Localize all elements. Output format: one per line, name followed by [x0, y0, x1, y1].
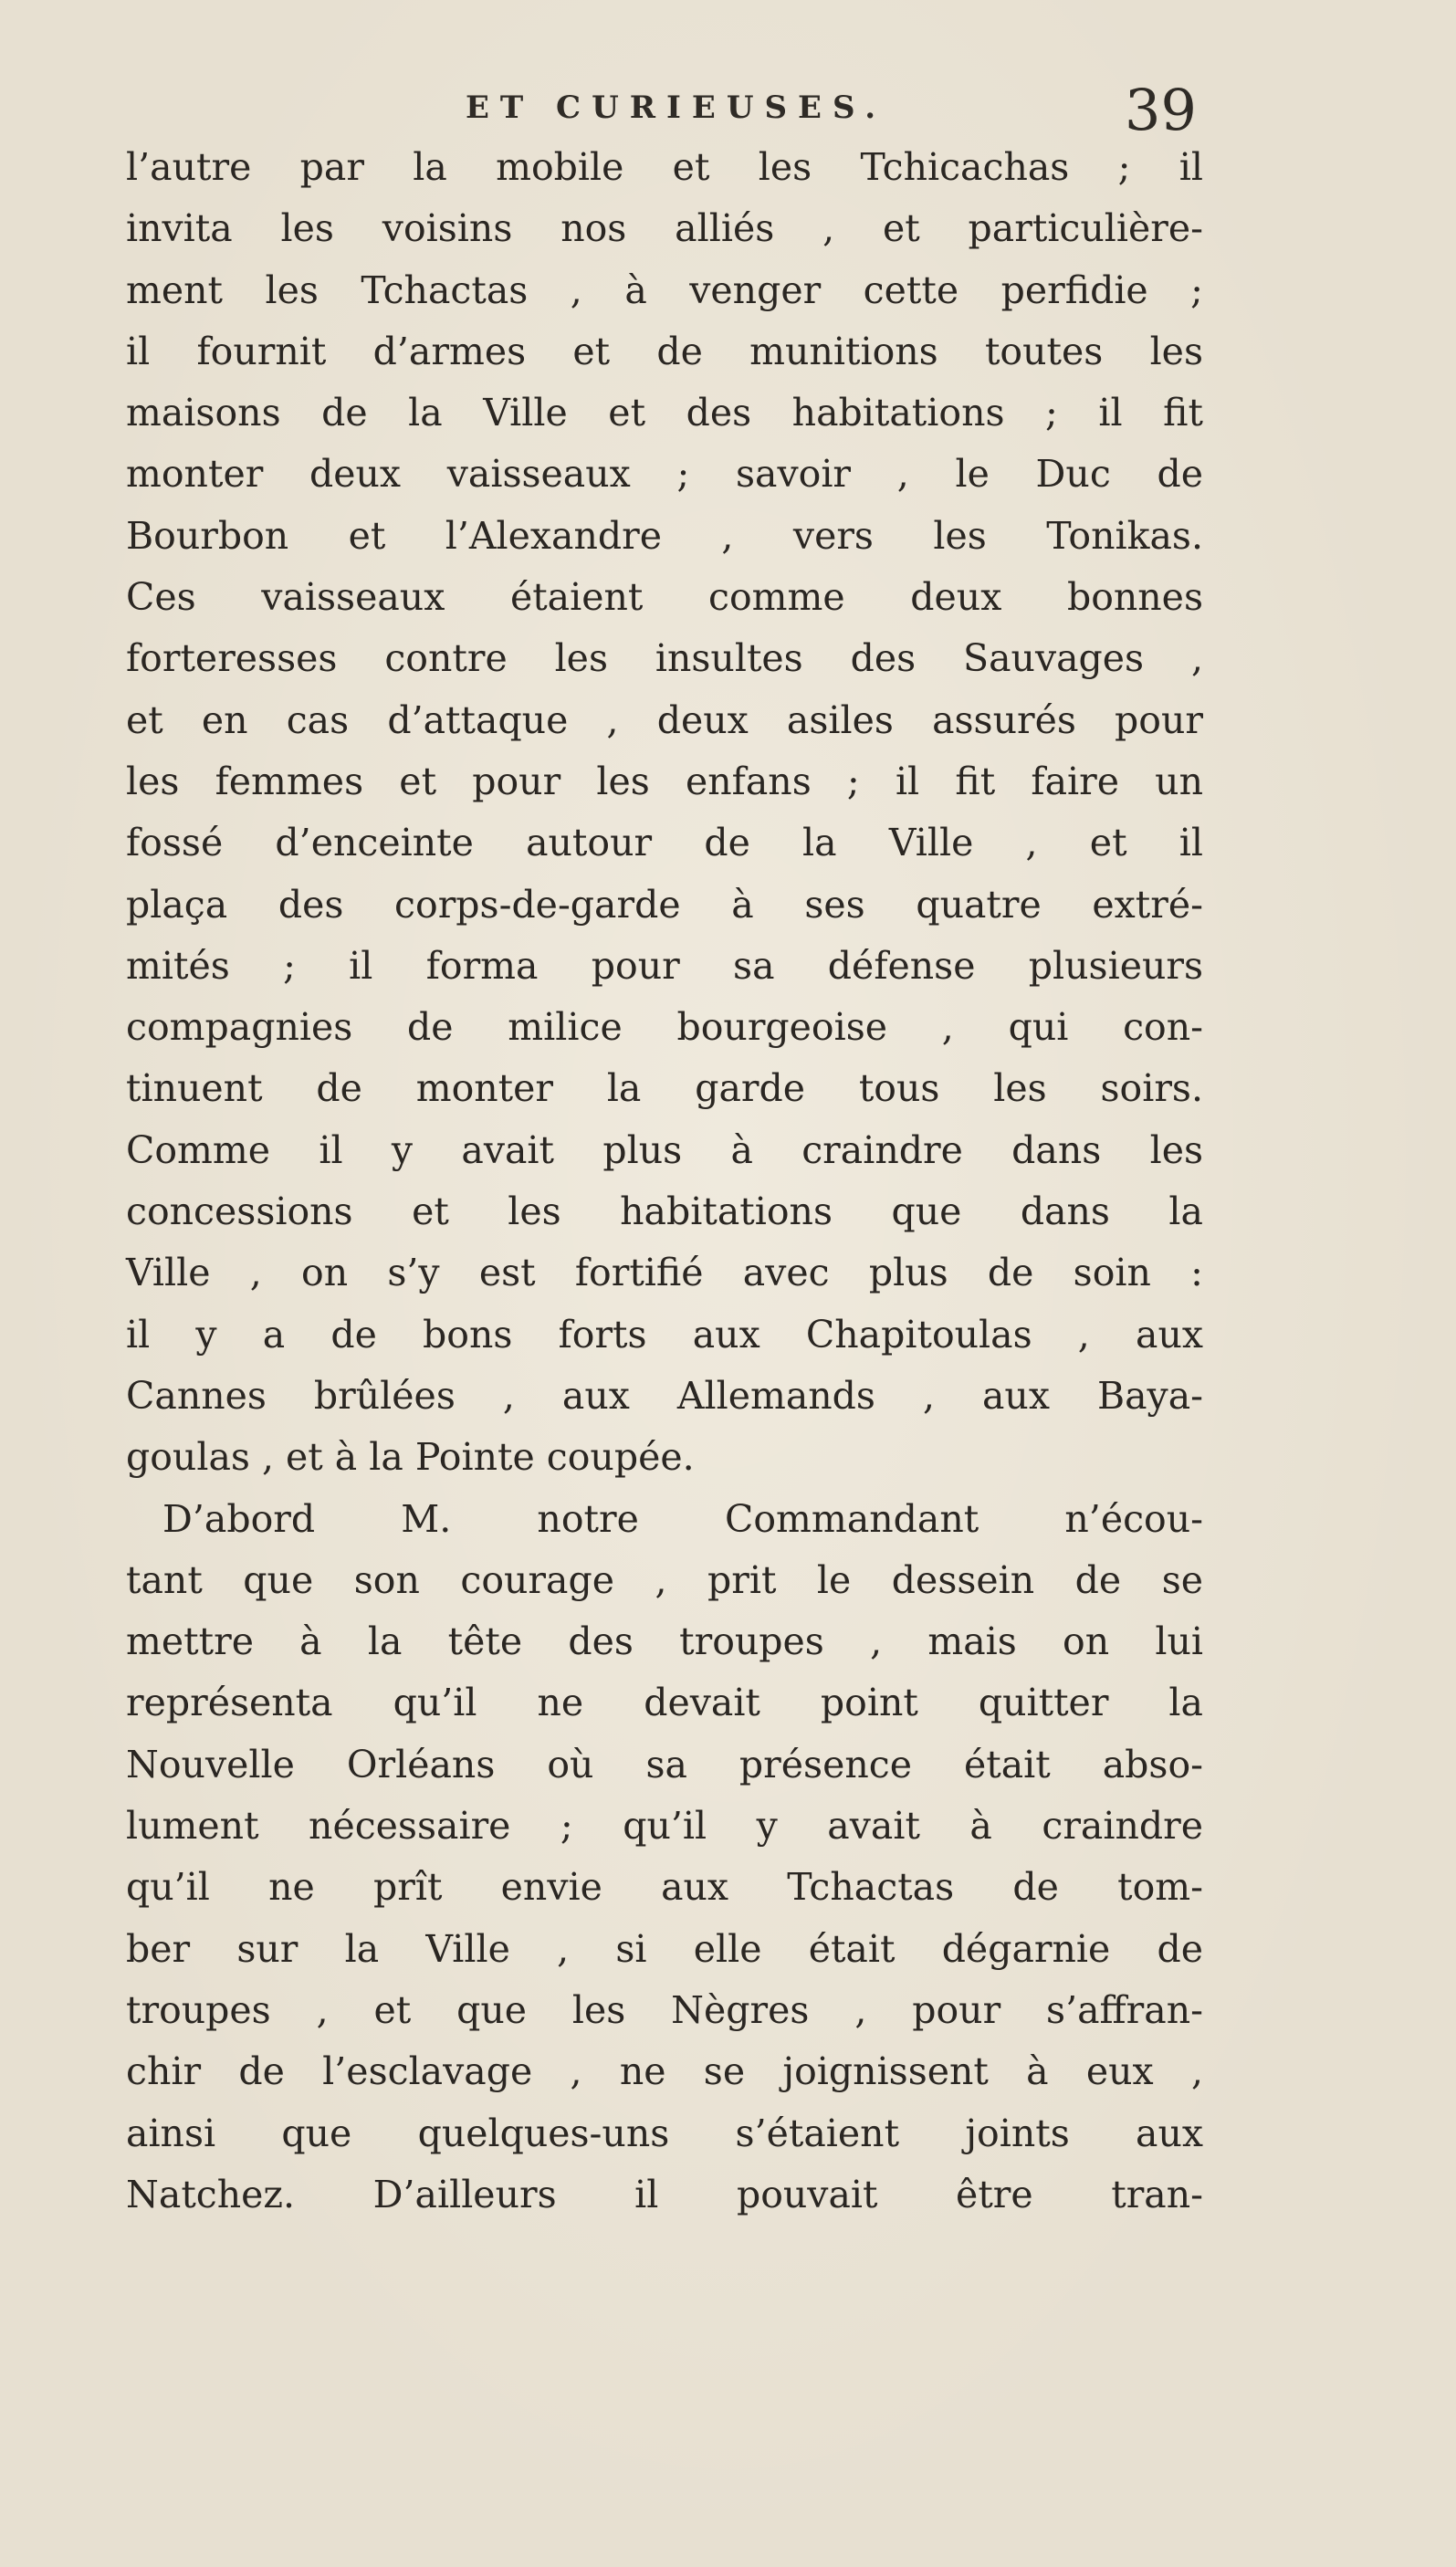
- text-line: Ces vaisseaux étaient comme deux bonnes: [126, 575, 1203, 620]
- text-line: Ville , on s’y est fortifié avec plus de soin :: [126, 1251, 1203, 1295]
- text-line: Natchez. D’ailleurs il pouvait être tran-: [126, 2172, 1203, 2216]
- text-line: Bourbon et l’Alexandre , vers les Tonikas.: [126, 513, 1203, 558]
- text-line: fossé d’enceinte autour de la Ville , et il: [126, 821, 1203, 865]
- text-line: troupes , et que les Nègres , pour s’affran-: [126, 1987, 1203, 2032]
- text-line: monter deux vaisseaux ; savoir , le Duc de: [126, 452, 1203, 497]
- text-line: tant que son courage , prit le dessein de se: [126, 1557, 1203, 1602]
- text-line: Cannes brûlées , aux Allemands , aux Baya-: [126, 1373, 1203, 1418]
- text-line: D’abord M. notre Commandant n’écou-: [162, 1496, 1203, 1541]
- text-line: l’autre par la mobile et les Tchicachas ; il: [126, 145, 1203, 189]
- text-line: plaça des corps-de-garde à ses quatre extré-: [126, 882, 1203, 927]
- text-line: Nouvelle Orléans où sa présence était abso-: [126, 1742, 1203, 1786]
- text-line: Comme il y avait plus à craindre dans les: [126, 1127, 1203, 1172]
- text-line: goulas , et à la Pointe coupée.: [126, 1435, 695, 1480]
- text-line: ber sur la Ville , si elle était dégarnie de: [126, 1926, 1203, 1971]
- text-line: tinuent de monter la garde tous les soirs.: [126, 1066, 1203, 1111]
- running-head-title: ET CURIEUSES.: [466, 89, 887, 126]
- text-line: ment les Tchactas , à venger cette perfidie ;: [126, 267, 1203, 312]
- text-line: les femmes et pour les enfans ; il fit faire un: [126, 759, 1203, 803]
- page-number: 39: [1125, 77, 1197, 143]
- text-line: compagnies de milice bourgeoise , qui con-: [126, 1005, 1203, 1050]
- text-line: forteresses contre les insultes des Sauvages ,: [126, 636, 1203, 681]
- text-line: qu’il ne prît envie aux Tchactas de tom-: [126, 1865, 1203, 1910]
- text-line: invita les voisins nos alliés , et particulière-: [126, 206, 1203, 251]
- text-line: ainsi que quelques-uns s’étaient joints aux: [126, 2111, 1203, 2155]
- text-line: il fournit d’armes et de munitions toutes les: [126, 329, 1203, 373]
- text-line: maisons de la Ville et des habitations ; il fit: [126, 391, 1203, 435]
- text-line: concessions et les habitations que dans la: [126, 1189, 1203, 1234]
- text-line: mités ; il forma pour sa défense plusieurs: [126, 943, 1203, 988]
- text-line: il y a de bons forts aux Chapitoulas , aux: [126, 1312, 1203, 1357]
- text-line: lument nécessaire ; qu’il y avait à craindre: [126, 1804, 1203, 1849]
- text-line: mettre à la tête des troupes , mais on lui: [126, 1619, 1203, 1664]
- body-text: [126, 137, 1203, 2226]
- text-line: chir de l’esclavage , ne se joignissent à eux ,: [126, 2049, 1203, 2094]
- text-line: et en cas d’attaque , deux asiles assurés pour: [126, 697, 1203, 742]
- text-line: représenta qu’il ne devait point quitter la: [126, 1681, 1203, 1725]
